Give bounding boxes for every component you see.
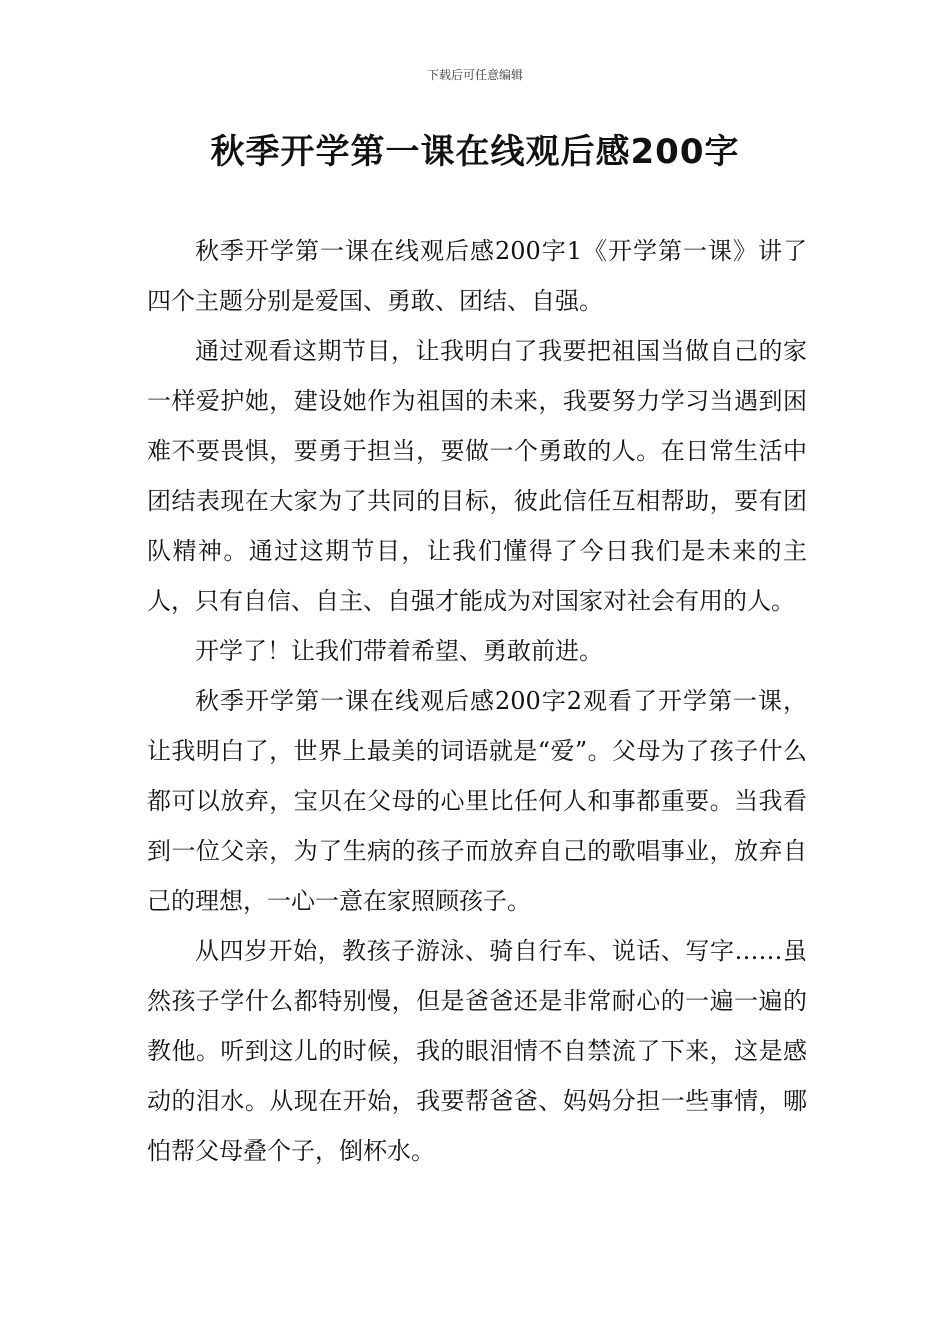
paragraph: 通过观看这期节目，让我明白了我要把祖国当做自己的家一样爱护她，建设她作为祖国的未来，我要努力学习当遇到困难不要畏惧，要勇于担当，要做一个勇敢的人。在日常生活中团结表现在大家为了共同的目标，彼此信任互相帮助，要有团队精神。通过这期节目，让我们懂得了今日我们是未来的主人，只有自信、自主、自强才能成为对国家对社会有用的人。 [147,337,807,615]
document-body [147,226,807,1176]
header-note: 下载后可任意编辑 [426,68,523,82]
paragraph: 从四岁开始，教孩子游泳、骑自行车、说话、写字……虽然孩子学什么都特别慢，但是爸爸还是非常耐心的一遍一遍的教他。听到这儿的时候，我的眼泪情不自禁流了下来，这是感动的泪水。从现在开始，我要帮爸爸、妈妈分担一些事情，哪怕帮父母叠个子，倒杯水。 [147,937,807,1165]
paragraph: 开学了！让我们带着希望、勇敢前进。 [195,637,603,665]
paragraph: 秋季开学第一课在线观后感200字2观看了开学第一课，让我明白了，世界上最美的词语就是“爱”。父母为了孩子什么都可以放弃，宝贝在父母的心里比任何人和事都重要。当我看到一位父亲，为了生病的孩子而放弃自己的歌唱事业，放弃自己的理想，一心一意在家照顾孩子。 [147,687,807,915]
page-title: 秋季开学第一课在线观后感200字 [210,132,740,172]
paragraph: 秋季开学第一课在线观后感200字1《开学第一课》讲了四个主题分别是爱国、勇敢、团结、自强。 [147,237,807,315]
